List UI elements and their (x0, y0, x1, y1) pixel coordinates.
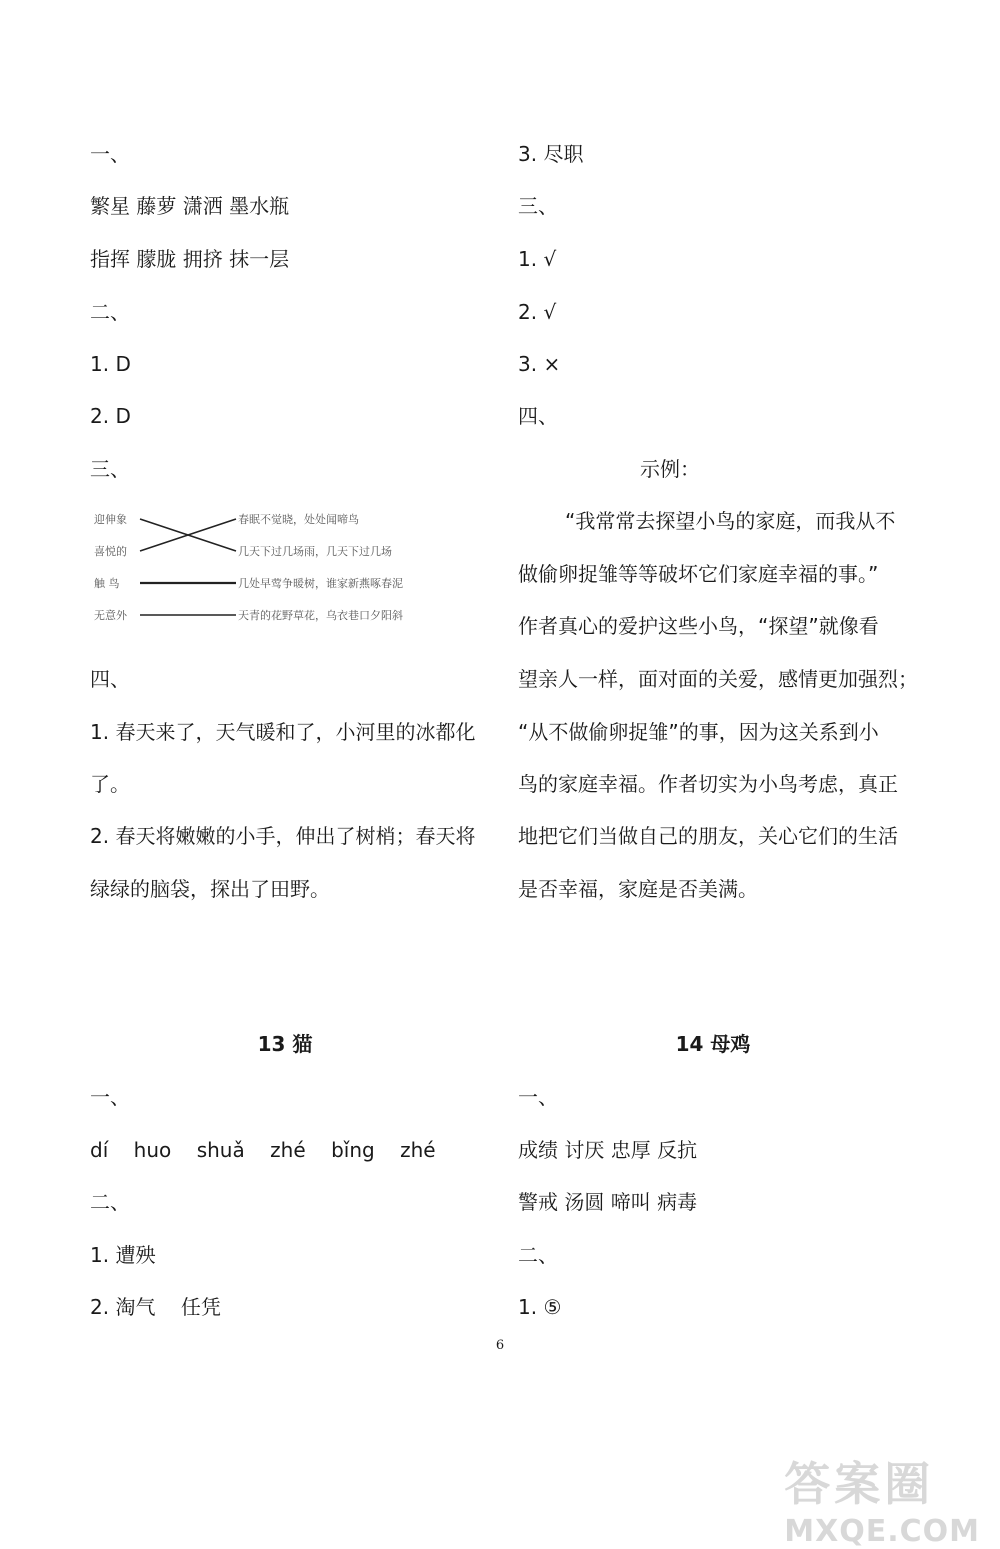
watermark-logo: 答案圈 (784, 1457, 935, 1511)
answer-line: 2. 春天将嫩嫩的小手，伸出了树梢；春天将 (90, 824, 476, 848)
answer-line: 1. 春天来了，天气暖和了，小河里的冰都化 (90, 720, 476, 744)
section-one-heading: 一、 (90, 142, 130, 166)
pinyin-line: dí huo shuǎ zhé bǐng zhé (90, 1138, 436, 1162)
answer-line: 警戒 汤圆 啼叫 病毒 (518, 1190, 698, 1214)
section-one-heading: 一、 (90, 1085, 130, 1109)
match-right-4: 天青的花野草花，乌衣巷口夕阳斜 (238, 609, 403, 622)
answer-item: 1. 遭殃 (90, 1243, 156, 1267)
section-one-heading: 一、 (518, 1085, 558, 1109)
match-left-1: 迎伸象 (94, 513, 127, 526)
watermark-url: MXQE.COM (784, 1514, 980, 1549)
match-left-2: 喜悦的 (94, 545, 127, 558)
lesson-14-title: 14 母鸡 (675, 1032, 751, 1056)
section-four-heading: 四、 (90, 667, 130, 691)
answer-line: 繁星 藤萝 潇洒 墨水瓶 (90, 194, 290, 218)
match-right-1: 春眠不觉晓，处处闻啼鸟 (238, 513, 359, 526)
answer-item: 3. 尽职 (518, 142, 584, 166)
paragraph-line: 望亲人一样，面对面的关爱，感情更加强烈； (518, 667, 918, 691)
section-two-heading: 二、 (90, 300, 130, 324)
paragraph-line: “我常常去探望小鸟的家庭，而我从不 (565, 509, 896, 533)
section-three-heading: 三、 (90, 457, 130, 481)
answer-item: 2. √ (518, 300, 557, 324)
matching-exercise (90, 505, 490, 635)
answer-item: 1. D (90, 352, 131, 376)
answer-item: 2. D (90, 404, 131, 428)
match-right-2: 几天下过几场雨，几天下过几场 (238, 545, 392, 558)
section-two-heading: 二、 (518, 1243, 558, 1267)
answer-line: 了。 (90, 772, 130, 796)
answer-item: 1. ⑤ (518, 1295, 562, 1319)
answer-line: 成绩 讨厌 忠厚 反抗 (518, 1138, 698, 1162)
answer-item: 1. √ (518, 247, 557, 271)
answer-line: 指挥 朦胧 拥挤 抹一层 (90, 247, 290, 271)
match-right-3: 几处早莺争暖树，谁家新燕啄春泥 (238, 577, 403, 590)
paragraph-line: 地把它们当做自己的朋友，关心它们的生活 (518, 824, 898, 848)
paragraph-line: 做偷卵捉雏等等破坏它们家庭幸福的事。” (518, 562, 879, 586)
paragraph-line: 作者真心的爱护这些小鸟，“探望”就像看 (518, 614, 879, 638)
lesson-13-title: 13 猫 (257, 1032, 313, 1056)
example-label: 示例： (640, 457, 700, 481)
section-two-heading: 二、 (90, 1190, 130, 1214)
paragraph-line: “从不做偷卵捉雏”的事，因为这关系到小 (518, 720, 879, 744)
answer-item: 2. 淘气 任凭 (90, 1295, 221, 1319)
match-left-4: 无意外 (94, 609, 127, 622)
match-left-3: 触 鸟 (94, 577, 120, 590)
section-three-heading: 三、 (518, 194, 558, 218)
answer-line: 绿绿的脑袋，探出了田野。 (90, 877, 330, 901)
answer-item: 3. × (518, 352, 561, 376)
watermark (784, 1448, 980, 1549)
page-number: 6 (495, 1338, 505, 1353)
section-four-heading: 四、 (518, 404, 558, 428)
paragraph-line: 是否幸福，家庭是否美满。 (518, 877, 758, 901)
paragraph-line: 鸟的家庭幸福。作者切实为小鸟考虑，真正 (518, 772, 898, 796)
